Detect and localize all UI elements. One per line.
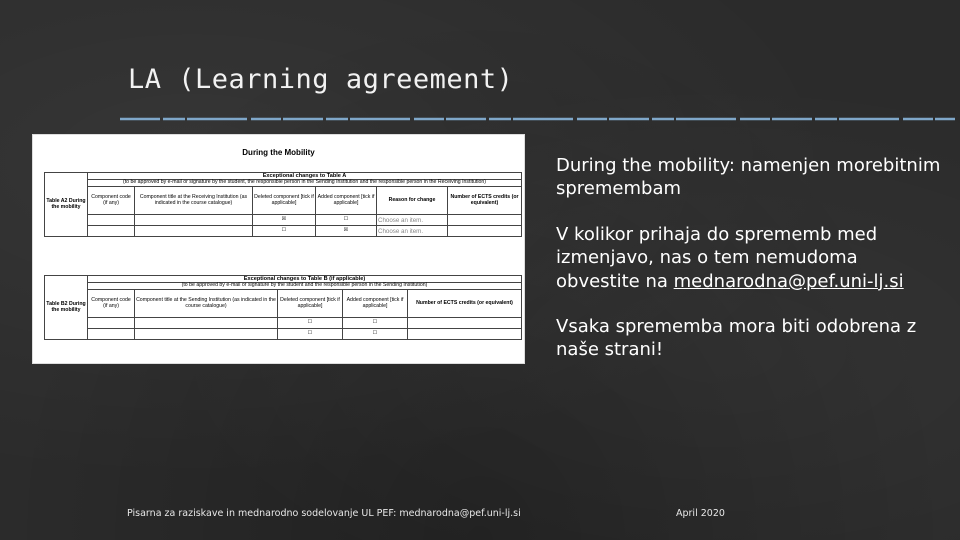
bullet-during-mobility: During the mobility: namenjen morebitnim spremembam xyxy=(556,155,941,200)
learning-agreement-form-image xyxy=(32,134,525,364)
deleted-checkbox: ☐ xyxy=(253,226,316,237)
table-a2-banner: Exceptional changes to Table A xyxy=(88,173,522,180)
table-a2-header: Reason for change xyxy=(377,187,448,215)
added-checkbox: ☐ xyxy=(343,329,408,340)
deleted-checkbox: ☒ xyxy=(253,215,316,226)
table-b2-label: Table B2 During the mobility xyxy=(45,276,88,340)
table-b2-subbanner: (to be approved by e-mail or signature by the student and the responsible person in the Sending Institution) xyxy=(88,283,522,290)
footer-date: April 2020 xyxy=(676,508,725,519)
form-heading: During the Mobility xyxy=(242,148,315,157)
table-row xyxy=(45,215,522,226)
added-checkbox: ☐ xyxy=(316,215,377,226)
added-checkbox: ☐ xyxy=(343,318,408,329)
slide-title: LA (Learning agreement) xyxy=(128,64,514,95)
table-b2-banner: Exceptional changes to Table B (if applicable) xyxy=(88,276,522,283)
table-row xyxy=(45,226,522,237)
table-b2-header: Component title at the Sending Institution (as indicated in the course catalogue) xyxy=(135,290,278,318)
table-b2-header: Number of ECTS credits (or equivalent) xyxy=(408,290,522,318)
table-a2-header: Added component [tick if applicable] xyxy=(316,187,377,215)
footer-text: Pisarna za raziskave in mednarodno sodelovanje UL PEF: mednarodna@pef.uni-lj.si xyxy=(127,508,521,519)
table-a2-header: Deleted component [tick if applicable] xyxy=(253,187,316,215)
table-b2-header: Deleted component [tick if applicable] xyxy=(278,290,343,318)
bullet-notify-changes xyxy=(556,223,941,293)
bullet-notify-text: V kolikor prihaja do sprememb med izmenjavo, nas o tem nemudoma obvestite na xyxy=(556,223,878,292)
table-a2-header: Component code (if any) xyxy=(88,187,135,215)
reason-dropdown: Choose an item. xyxy=(377,215,448,226)
bullet-list xyxy=(556,154,941,384)
table-b2-header: Added component [tick if applicable] xyxy=(343,290,408,318)
bullet-approval: Vsaka sprememba mora biti odobrena z naše strani! xyxy=(556,315,917,361)
deleted-checkbox: ☐ xyxy=(278,318,343,329)
table-a2 xyxy=(44,172,522,237)
email-link[interactable]: mednarodna@pef.uni-lj.si xyxy=(673,270,904,292)
title-divider xyxy=(120,116,955,122)
table-a2-subbanner: (to be approved by e-mail or signature by the student, the responsible person in the Sending Institution and the responsible person in the Receiving Institution) xyxy=(88,180,522,187)
deleted-checkbox: ☐ xyxy=(278,329,343,340)
table-a2-label: Table A2 During the mobility xyxy=(45,173,88,237)
table-a2-header: Component title at the Receiving Institution (as indicated in the course catalogue) xyxy=(135,187,253,215)
table-row xyxy=(45,318,522,329)
table-b2-header: Component code (if any) xyxy=(88,290,135,318)
table-b2 xyxy=(44,275,522,340)
added-checkbox: ☒ xyxy=(316,226,377,237)
reason-dropdown: Choose an item. xyxy=(377,226,448,237)
table-row xyxy=(45,329,522,340)
table-a2-header: Number of ECTS credits (or equivalent) xyxy=(448,187,522,215)
